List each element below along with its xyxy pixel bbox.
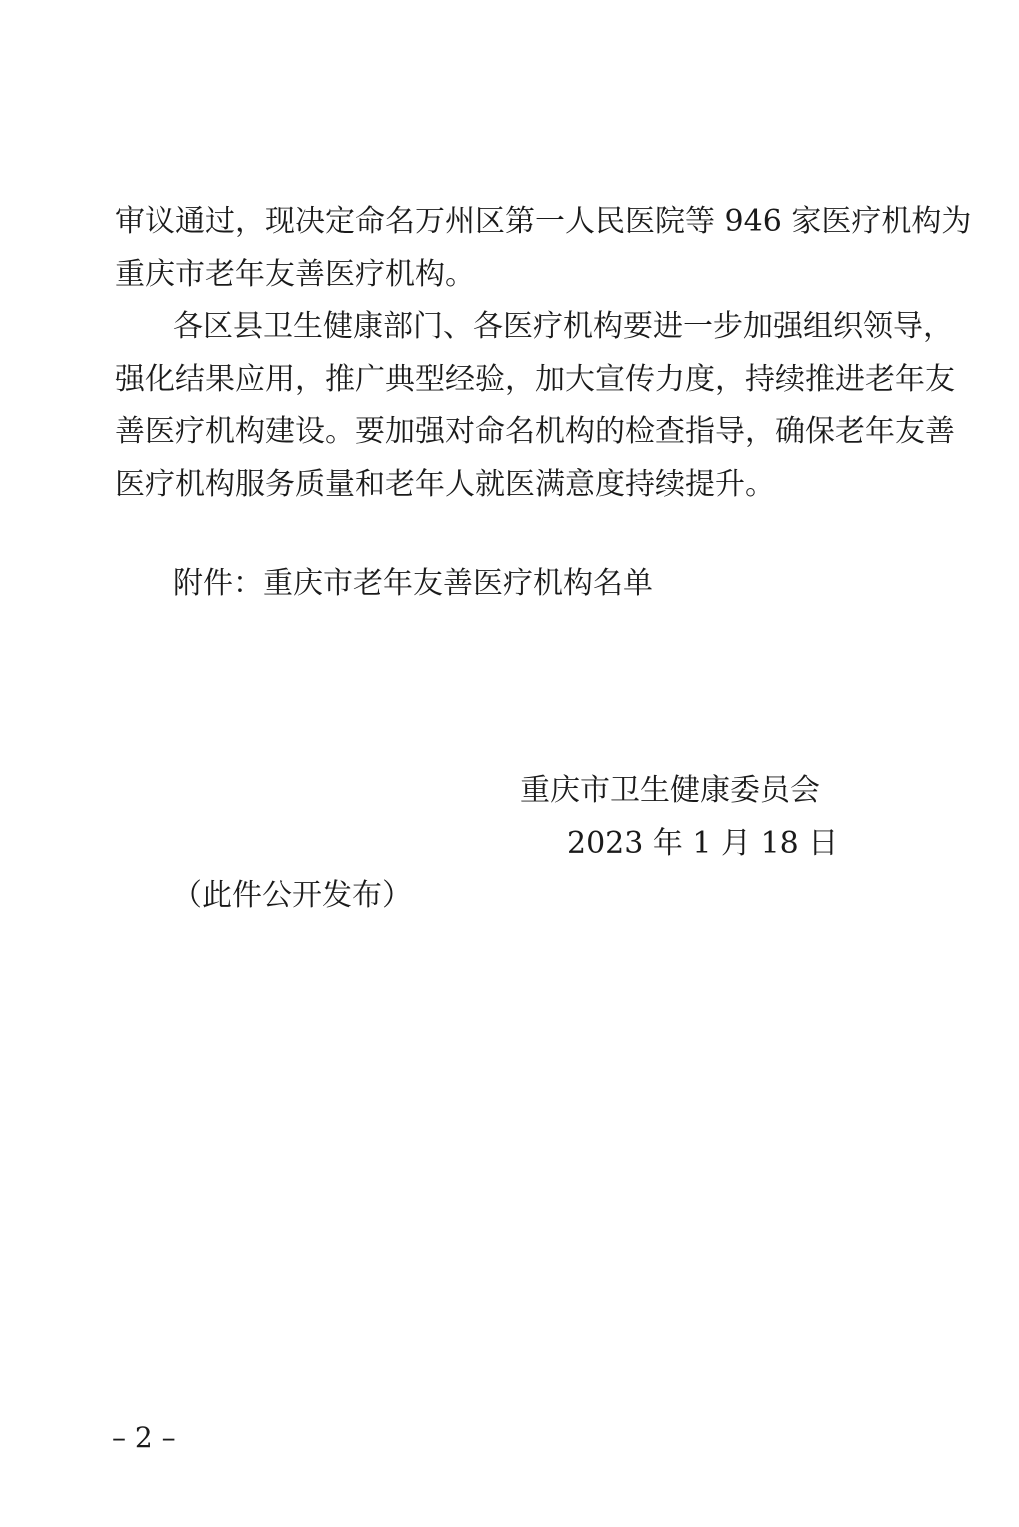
publication-note: （此件公开发布） [172, 878, 412, 913]
paragraph-2-line-1: 各区县卫生健康部门、各医疗机构要进一步加强组织领导， [173, 309, 953, 344]
page-number: – 2 – [112, 1421, 176, 1454]
paragraph-1-line-1: 审议通过，现决定命名万州区第一人民医院等 946 家医疗机构为 [115, 204, 972, 239]
attachment-note: 附件：重庆市老年友善医疗机构名单 [173, 566, 653, 601]
issuer-name: 重庆市卫生健康委员会 [520, 773, 820, 808]
paragraph-2-line-4: 医疗机构服务质量和老年人就医满意度持续提升。 [115, 467, 775, 502]
paragraph-2-line-2: 强化结果应用，推广典型经验，加大宣传力度，持续推进老年友 [115, 362, 955, 397]
paragraph-2-line-3: 善医疗机构建设。要加强对命名机构的检查指导，确保老年友善 [115, 414, 955, 449]
issue-date: 2023 年 1 月 18 日 [567, 826, 839, 861]
paragraph-1-line-2: 重庆市老年友善医疗机构。 [115, 257, 475, 292]
